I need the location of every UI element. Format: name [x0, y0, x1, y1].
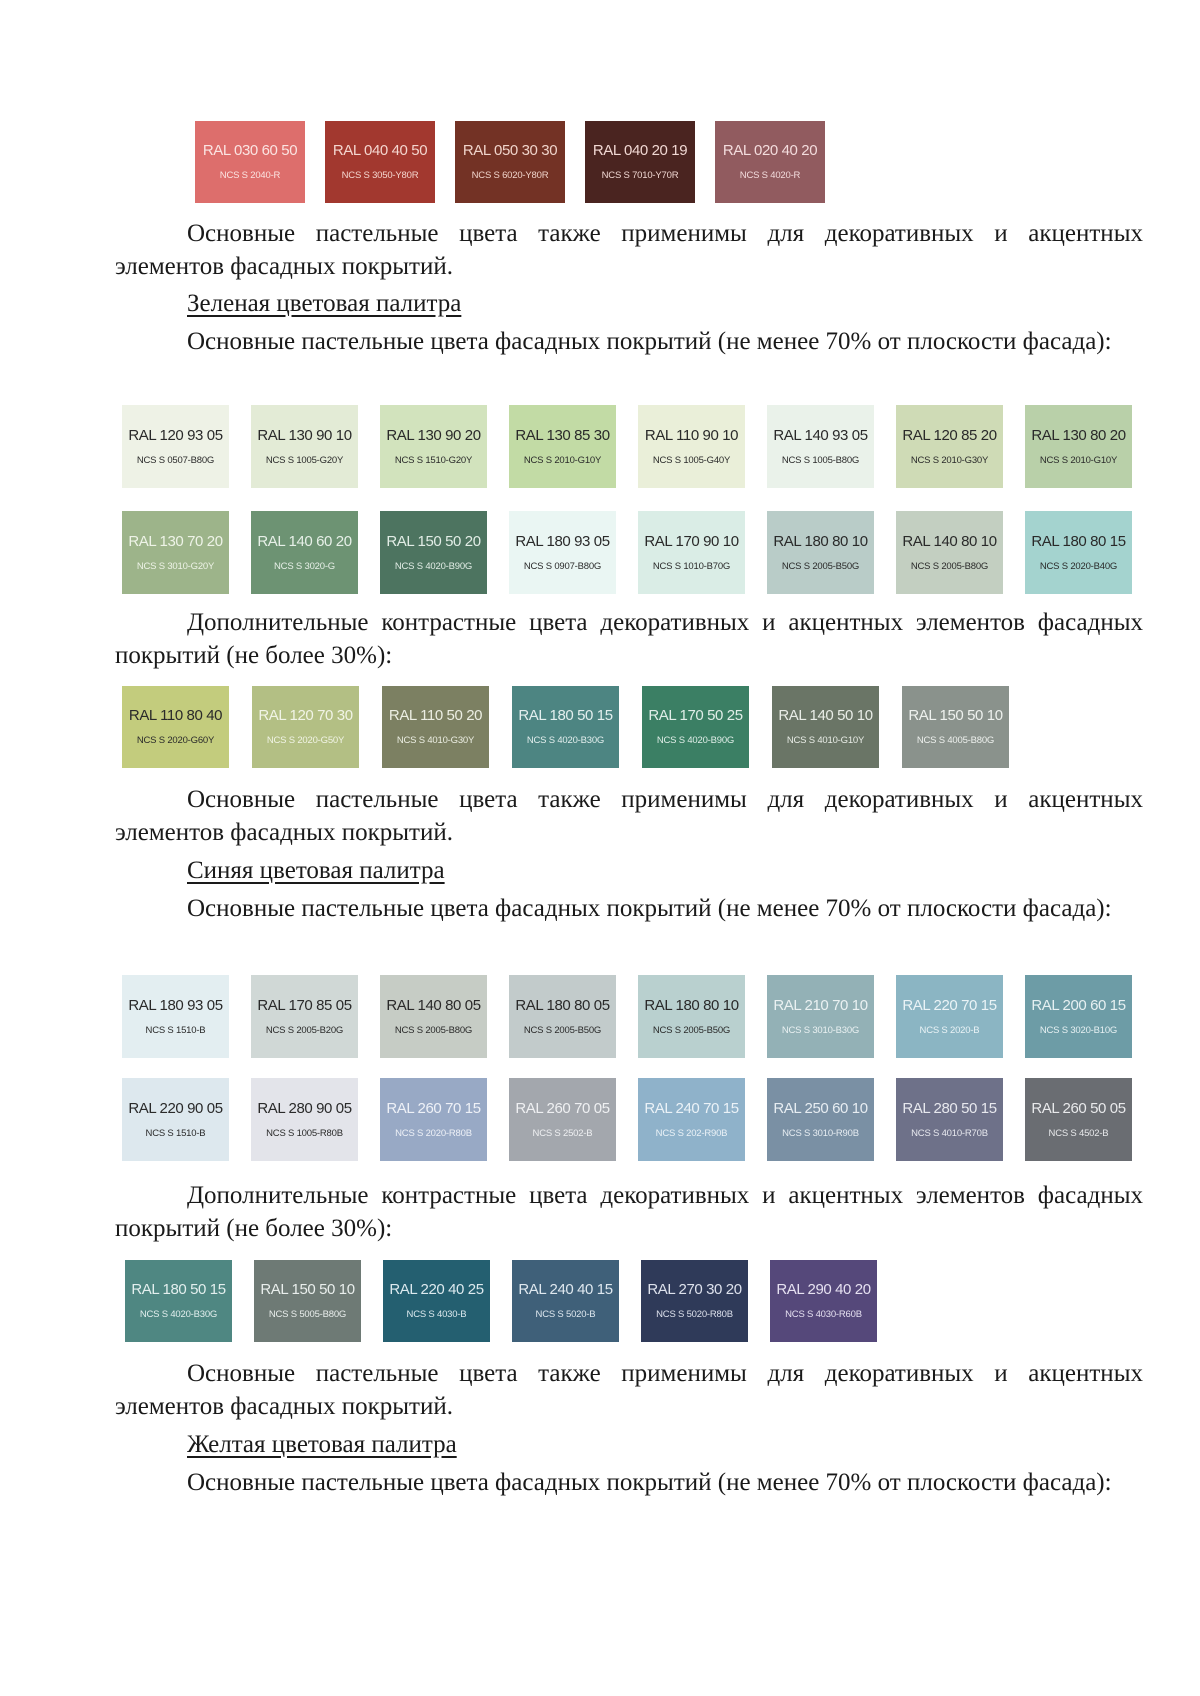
- swatch-ncs-code: NCS S 1005-G40Y: [652, 454, 731, 466]
- color-swatch: [638, 511, 745, 594]
- swatch-ncs-code: NCS S 2005-B50G: [781, 560, 860, 572]
- swatch-ral-code: RAL 140 93 05: [773, 426, 868, 444]
- swatch-ral-code: RAL 030 60 50: [202, 142, 298, 159]
- swatch-ncs-code: NCS S 3010-R90B: [782, 1127, 859, 1139]
- paragraph-blue-contrast: Дополнительные контрастные цвета декоративных и акцентных элементов фасадных покрытий (не более 30%):: [115, 1182, 1143, 1242]
- paragraph-green-contrast: Дополнительные контрастные цвета декоративных и акцентных элементов фасадных покрытий (не более 30%):: [115, 609, 1143, 669]
- color-swatch: [251, 405, 358, 488]
- swatch-ral-code: RAL 110 90 10: [644, 426, 739, 444]
- color-swatch: [642, 686, 749, 768]
- paragraph-green-note: Основные пастельные цвета также применимы для декоративных и акцентных элементов фасадных покрытий.: [115, 786, 1143, 846]
- color-swatch: [325, 121, 435, 203]
- paragraph-blue-note: Основные пастельные цвета также применимы для декоративных и акцентных элементов фасадных покрытий.: [115, 1360, 1143, 1420]
- swatch-ral-code: RAL 150 50 10: [908, 707, 1003, 724]
- color-swatch: [509, 511, 616, 594]
- swatch-ncs-code: NCS S 4020-B90G: [394, 560, 473, 572]
- swatch-ncs-code: NCS S 1510-G20Y: [394, 454, 473, 466]
- color-swatch: [638, 1078, 745, 1161]
- color-swatch: [896, 405, 1003, 488]
- color-swatch: [902, 686, 1009, 768]
- color-swatch: [380, 1078, 487, 1161]
- color-swatch: [512, 686, 619, 768]
- swatch-ral-code: RAL 270 30 20: [647, 1281, 742, 1298]
- swatch-ral-code: RAL 180 80 10: [773, 532, 868, 550]
- swatch-ral-code: RAL 290 40 20: [776, 1281, 871, 1298]
- swatch-ral-code: RAL 120 85 20: [902, 426, 997, 444]
- swatch-ral-code: RAL 210 70 10: [773, 996, 868, 1014]
- heading-yellow-palette: Желтая цветовая палитра: [187, 1431, 457, 1458]
- color-swatch: [641, 1260, 748, 1342]
- color-swatch: [638, 405, 745, 488]
- swatch-ral-code: RAL 120 70 30: [258, 707, 353, 724]
- swatch-ral-code: RAL 140 80 05: [386, 996, 481, 1014]
- swatch-ral-code: RAL 200 60 15: [1031, 996, 1126, 1014]
- color-swatch: [380, 975, 487, 1058]
- swatch-ral-code: RAL 180 93 05: [128, 996, 223, 1014]
- color-swatch: [380, 511, 487, 594]
- swatch-ral-code: RAL 220 70 15: [902, 996, 997, 1014]
- swatch-ncs-code: NCS S 4010-R70B: [911, 1127, 988, 1139]
- swatch-ral-code: RAL 150 50 10: [260, 1281, 355, 1298]
- swatch-ral-code: RAL 260 70 05: [515, 1099, 610, 1117]
- swatch-ral-code: RAL 130 70 20: [128, 532, 223, 550]
- swatch-ncs-code: NCS S 4020-B90G: [656, 735, 735, 746]
- swatch-ncs-code: NCS S 1005-R80B: [266, 1127, 343, 1139]
- swatch-ncs-code: NCS S 5020-R80B: [656, 1309, 733, 1320]
- swatch-ncs-code: NCS S 2020-R80B: [395, 1127, 472, 1139]
- swatch-ral-code: RAL 130 85 30: [515, 426, 610, 444]
- color-swatch: [254, 1260, 361, 1342]
- color-swatch: [382, 686, 489, 768]
- swatch-ncs-code: NCS S 2005-B50G: [652, 1024, 731, 1036]
- swatch-ncs-code: NCS S 3010-G20Y: [136, 560, 215, 572]
- swatch-ral-code: RAL 180 93 05: [515, 532, 610, 550]
- swatch-ral-code: RAL 110 80 40: [128, 707, 223, 724]
- swatch-ral-code: RAL 140 80 10: [902, 532, 997, 550]
- swatch-ncs-code: NCS S 5020-B: [535, 1309, 596, 1320]
- color-swatch: [896, 511, 1003, 594]
- color-swatch: [1025, 405, 1132, 488]
- swatch-ncs-code: NCS S 3020-B10G: [1039, 1024, 1118, 1036]
- swatch-ral-code: RAL 140 60 20: [257, 532, 352, 550]
- swatch-ral-code: RAL 170 50 25: [648, 707, 743, 724]
- color-swatch: [770, 1260, 877, 1342]
- swatch-ncs-code: NCS S 2020-B: [919, 1024, 980, 1036]
- swatch-ral-code: RAL 050 30 30: [462, 142, 558, 159]
- swatch-ncs-code: NCS S 1005-G20Y: [265, 454, 344, 466]
- swatch-ral-code: RAL 130 90 10: [257, 426, 352, 444]
- heading-green-palette: Зеленая цветовая палитра: [187, 290, 462, 317]
- color-swatch: [195, 121, 305, 203]
- color-swatch: [122, 686, 229, 768]
- color-swatch: [251, 1078, 358, 1161]
- swatch-ncs-code: NCS S 2040-R: [219, 170, 281, 181]
- color-swatch: [383, 1260, 490, 1342]
- swatch-ral-code: RAL 130 90 20: [386, 426, 481, 444]
- swatch-ral-code: RAL 260 70 15: [386, 1099, 481, 1117]
- color-swatch: [122, 975, 229, 1058]
- color-swatch: [122, 511, 229, 594]
- color-swatch: [125, 1260, 232, 1342]
- swatch-ral-code: RAL 120 93 05: [128, 426, 223, 444]
- swatch-ncs-code: NCS S 4010-G30Y: [396, 735, 475, 746]
- swatch-ncs-code: NCS S 5005-B80G: [268, 1309, 347, 1320]
- swatch-ncs-code: NCS S 7010-Y70R: [601, 170, 679, 181]
- swatch-ral-code: RAL 140 50 10: [778, 707, 873, 724]
- color-swatch: [896, 1078, 1003, 1161]
- swatch-ral-code: RAL 170 90 10: [644, 532, 739, 550]
- swatch-ncs-code: NCS S 4005-B80G: [916, 735, 995, 746]
- swatch-ncs-code: NCS S 2020-B40G: [1039, 560, 1118, 572]
- paragraph-red-note: Основные пастельные цвета также применимы для декоративных и акцентных элементов фасадных покрытий.: [115, 220, 1143, 280]
- swatch-ral-code: RAL 040 20 19: [592, 142, 688, 159]
- swatch-ncs-code: NCS S 1510-B: [145, 1127, 206, 1139]
- color-swatch: [638, 975, 745, 1058]
- swatch-ncs-code: NCS S 2020-G50Y: [266, 735, 345, 746]
- swatch-ncs-code: NCS S 2020-G60Y: [136, 735, 215, 746]
- swatch-ncs-code: NCS S 2502-B: [532, 1127, 593, 1139]
- swatch-ral-code: RAL 170 85 05: [257, 996, 352, 1014]
- heading-blue-palette: Синяя цветовая палитра: [187, 857, 445, 884]
- paragraph-blue-main: Основные пастельные цвета фасадных покрытий (не менее 70% от плоскости фасада):: [187, 895, 1112, 922]
- color-swatch: [252, 686, 359, 768]
- swatch-ral-code: RAL 020 40 20: [722, 142, 818, 159]
- swatch-ral-code: RAL 110 50 20: [388, 707, 483, 724]
- swatch-ncs-code: NCS S 4030-B: [406, 1309, 467, 1320]
- swatch-ncs-code: NCS S 202-R90B: [655, 1127, 728, 1139]
- color-swatch: [251, 511, 358, 594]
- color-swatch: [1025, 975, 1132, 1058]
- color-swatch: [509, 405, 616, 488]
- swatch-ral-code: RAL 180 50 15: [518, 707, 613, 724]
- swatch-ncs-code: NCS S 0907-B80G: [523, 560, 602, 572]
- swatch-ncs-code: NCS S 2005-B80G: [910, 560, 989, 572]
- swatch-ncs-code: NCS S 4020-B30G: [526, 735, 605, 746]
- swatch-ncs-code: NCS S 2010-G30Y: [910, 454, 989, 466]
- swatch-ral-code: RAL 280 90 05: [257, 1099, 352, 1117]
- swatch-ncs-code: NCS S 3020-G: [274, 560, 335, 572]
- color-swatch: [122, 1078, 229, 1161]
- swatch-ral-code: RAL 250 60 10: [773, 1099, 868, 1117]
- color-swatch: [1025, 1078, 1132, 1161]
- color-swatch: [455, 121, 565, 203]
- color-swatch: [585, 121, 695, 203]
- swatch-ncs-code: NCS S 3010-B30G: [781, 1024, 860, 1036]
- swatch-ral-code: RAL 240 40 15: [518, 1281, 613, 1298]
- color-swatch: [715, 121, 825, 203]
- color-swatch: [767, 975, 874, 1058]
- swatch-ncs-code: NCS S 4020-R: [739, 170, 801, 181]
- color-swatch: [251, 975, 358, 1058]
- paragraph-yellow-main: Основные пастельные цвета фасадных покрытий (не менее 70% от плоскости фасада):: [187, 1469, 1112, 1496]
- color-swatch: [767, 511, 874, 594]
- swatch-ncs-code: NCS S 1005-B80G: [781, 454, 860, 466]
- swatch-ncs-code: NCS S 4502-B: [1048, 1127, 1109, 1139]
- swatch-ral-code: RAL 220 90 05: [128, 1099, 223, 1117]
- color-swatch: [896, 975, 1003, 1058]
- swatch-ral-code: RAL 220 40 25: [389, 1281, 484, 1298]
- swatch-ral-code: RAL 150 50 20: [386, 532, 481, 550]
- swatch-ncs-code: NCS S 2005-B80G: [394, 1024, 473, 1036]
- swatch-ncs-code: NCS S 2010-G10Y: [523, 454, 602, 466]
- swatch-ncs-code: NCS S 4030-R60B: [785, 1309, 862, 1320]
- swatch-ncs-code: NCS S 6020-Y80R: [471, 170, 549, 181]
- swatch-ncs-code: NCS S 2005-B20G: [265, 1024, 344, 1036]
- color-swatch: [512, 1260, 619, 1342]
- swatch-ral-code: RAL 180 80 10: [644, 996, 739, 1014]
- swatch-ral-code: RAL 180 50 15: [131, 1281, 226, 1298]
- swatch-ral-code: RAL 040 40 50: [332, 142, 428, 159]
- color-swatch: [767, 1078, 874, 1161]
- swatch-ncs-code: NCS S 0507-B80G: [136, 454, 215, 466]
- swatch-ral-code: RAL 260 50 05: [1031, 1099, 1126, 1117]
- swatch-ral-code: RAL 130 80 20: [1031, 426, 1126, 444]
- swatch-ncs-code: NCS S 3050-Y80R: [341, 170, 419, 181]
- color-swatch: [122, 405, 229, 488]
- color-swatch: [380, 405, 487, 488]
- color-swatch: [1025, 511, 1132, 594]
- swatch-ncs-code: NCS S 1010-B70G: [652, 560, 731, 572]
- color-swatch: [509, 975, 616, 1058]
- swatch-ncs-code: NCS S 1510-B: [145, 1024, 206, 1036]
- color-swatch: [767, 405, 874, 488]
- swatch-ral-code: RAL 180 80 15: [1031, 532, 1126, 550]
- swatch-ral-code: RAL 180 80 05: [515, 996, 610, 1014]
- color-swatch: [772, 686, 879, 768]
- swatch-ncs-code: NCS S 4020-B30G: [139, 1309, 218, 1320]
- color-swatch: [509, 1078, 616, 1161]
- swatch-ral-code: RAL 240 70 15: [644, 1099, 739, 1117]
- swatch-ncs-code: NCS S 2005-B50G: [523, 1024, 602, 1036]
- swatch-ncs-code: NCS S 4010-G10Y: [786, 735, 865, 746]
- paragraph-green-main: Основные пастельные цвета фасадных покрытий (не менее 70% от плоскости фасада):: [187, 328, 1112, 355]
- swatch-ral-code: RAL 280 50 15: [902, 1099, 997, 1117]
- swatch-ncs-code: NCS S 2010-G10Y: [1039, 454, 1118, 466]
